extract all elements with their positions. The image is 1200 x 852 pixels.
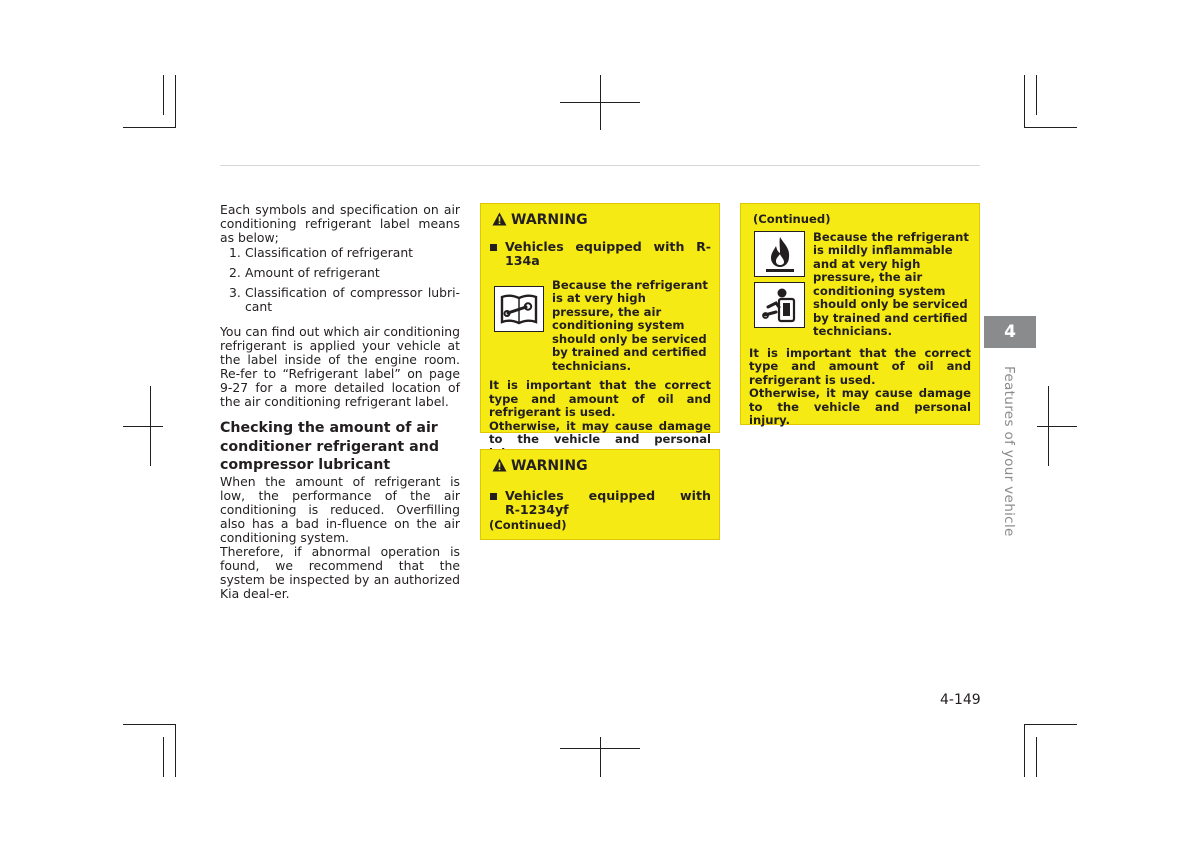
flammable-notice-text: Because the refrigerant is mildly inflammable and at very high pressure, the air conditioning system should only be serviced by trained and certified technicians. xyxy=(813,229,969,338)
continued-label: (Continued) xyxy=(489,517,567,532)
chapter-tab: 4 xyxy=(984,316,1036,348)
warning-box-r134a xyxy=(480,203,720,446)
body-column-left xyxy=(220,203,460,601)
warning-body-1: It is important that the correct type and amount of oil and refrigerant is used. xyxy=(749,345,971,387)
warning-triangle-icon xyxy=(492,458,507,476)
inspection-paragraph: Therefore, if abnormal operation is found, we recommend that the system be inspected by an authorized Kia deal-er. xyxy=(220,543,460,601)
vehicle-line: Vehicles equipped with R-134a xyxy=(490,240,711,268)
chapter-title: Features of your vehicle xyxy=(1001,366,1017,537)
header-rule xyxy=(220,165,980,166)
flammable-icon xyxy=(754,231,805,277)
low-refrigerant-paragraph: When the amount of refrigerant is low, the performance of the air conditioning is reduced. Overfilling also has a bad in-fluence on the air conditioning system. xyxy=(220,473,460,545)
warning-triangle-icon xyxy=(492,212,507,230)
label-symbols-list xyxy=(220,246,460,314)
bullet-square xyxy=(490,244,497,251)
page-number: 4-149 xyxy=(940,692,981,708)
warning-body-2: Otherwise, it may cause damage to the vehicle and personal injury. xyxy=(749,386,971,427)
section-heading: Checking the amount of air conditioner refrigerant and compressor lubricant xyxy=(220,420,439,473)
continued-label: (Continued) xyxy=(753,212,831,226)
list-item: 3. Classification of compressor lubri-cant xyxy=(229,285,460,314)
warning-title: WARNING xyxy=(511,212,588,228)
warning-body-2: Otherwise, it may cause damage to the vehicle and personal xyxy=(489,418,711,446)
warning-header xyxy=(492,458,719,476)
warning-box-continued xyxy=(740,203,980,425)
flammable-notice xyxy=(754,231,971,339)
intro-paragraph: Each symbols and specification on air conditioning refrigerant label means as below; xyxy=(220,202,460,245)
bullet-square xyxy=(490,493,497,500)
vehicle-refrigerant: R-1234yf xyxy=(505,501,569,517)
service-manual-icon xyxy=(494,286,544,332)
certified-technician-icon xyxy=(754,282,805,328)
warning-body-1: It is important that the correct type and amount of oil and refrigerant is used. xyxy=(489,378,711,419)
list-item: 1. Classification of refrigerant xyxy=(229,245,414,260)
service-notice xyxy=(494,279,711,374)
list-item: 2. Amount of refrigerant xyxy=(229,265,380,280)
service-notice-text: Because the refrigerant is at very high pressure, the air conditioning system should only be serviced by trained and certified technicians. xyxy=(552,277,708,373)
warning-header xyxy=(492,212,719,230)
vehicle-line: Vehicles equipped with xyxy=(490,489,711,503)
warning-title: WARNING xyxy=(511,458,588,474)
refrigerant-label-paragraph: You can find out which air conditioning refrigerant is applied your vehicle at the label inside of the engine room. Re-fer to “Refrigerant label” on page 9-27 for a more detailed location of the air conditioning refrigerant label. xyxy=(220,324,460,409)
warning-box-r1234yf xyxy=(480,449,720,540)
